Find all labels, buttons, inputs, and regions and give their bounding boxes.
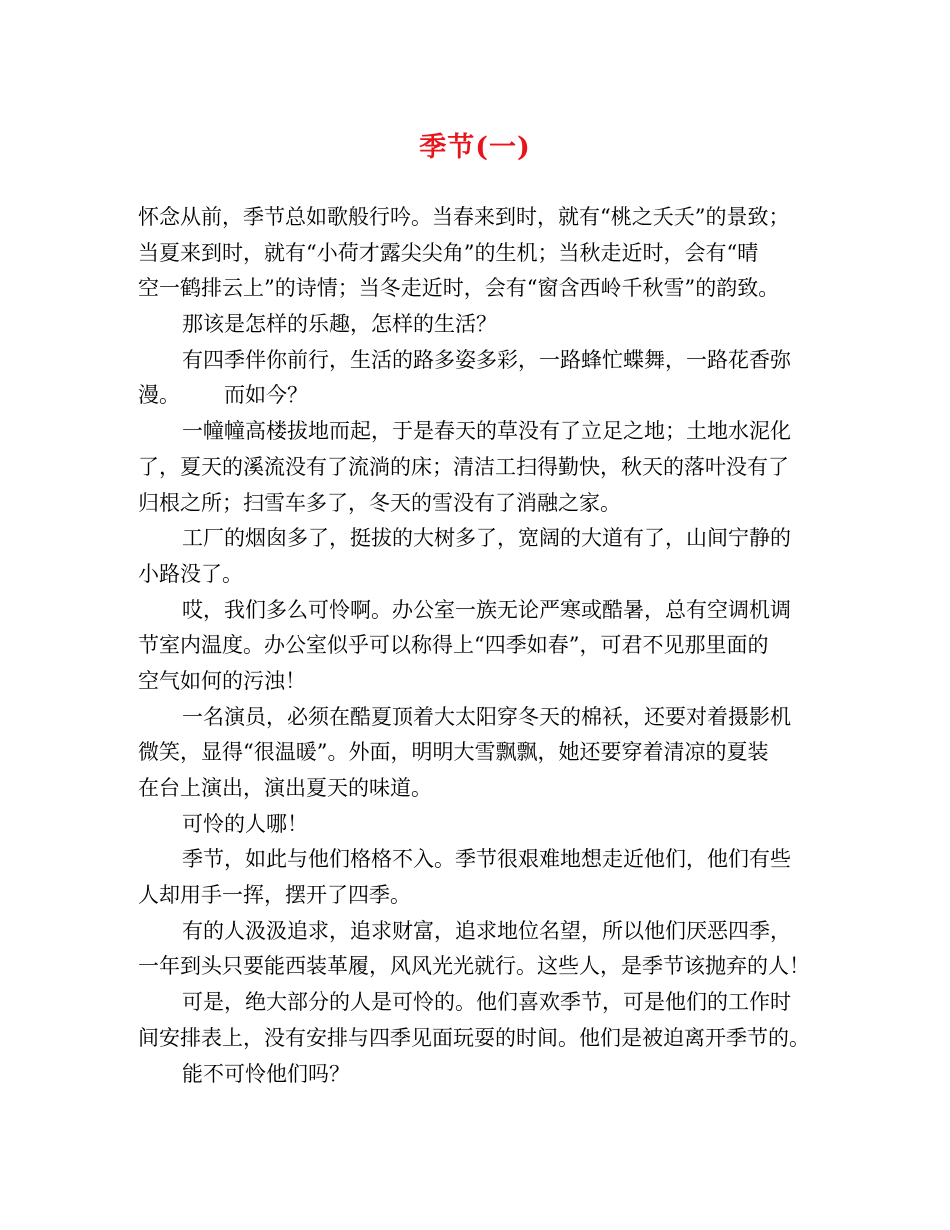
text-line-content: 有的人汲汲追求，追求财富，追求地位名望，所以他们厌恶四季， <box>182 918 791 943</box>
text-line-content: 一年到头只要能西装革履，风风光光就行。这些人，是季节该抛弃的人！ <box>138 954 810 979</box>
text-line <box>138 378 818 414</box>
text-line-content: 当夏来到时，就有“小荷才露尖尖角”的生机；当秋走近时，会有“晴 <box>138 240 759 265</box>
text-line-content: 可是，绝大部分的人是可怜的。他们喜欢季节，可是他们的工作时 <box>182 990 791 1015</box>
text-line-tail: 而如今？ <box>224 383 308 408</box>
text-line <box>138 307 818 343</box>
text-line <box>138 236 818 272</box>
text-line-content: 有四季伴你前行，生活的路多姿多彩，一路蜂忙蝶舞，一路花香弥 <box>182 347 791 372</box>
text-line-content: 小路没了。 <box>138 561 243 586</box>
text-line-content: 一名演员，必须在酷夏顶着大太阳穿冬天的棉袄，还要对着摄影机 <box>182 704 791 729</box>
text-line-content: 间安排表上，没有安排与四季见面玩耍的时间。他们是被迫离开季节的。 <box>138 1025 810 1050</box>
text-line-content: 节室内温度。办公室似乎可以称得上“四季如春”，可君不见那里面的 <box>138 633 769 658</box>
text-line <box>138 664 818 700</box>
text-line-content: 空一鹤排云上”的诗情；当冬走近时，会有“窗含西岭千秋雪”的韵致。 <box>138 276 780 301</box>
text-line <box>138 486 818 522</box>
text-line-content: 怀念从前，季节总如歌般行吟。当春来到时，就有“桃之夭夭”的景致； <box>138 205 790 229</box>
text-line-content: 那该是怎样的乐趣，怎样的生活？ <box>182 312 497 337</box>
text-line <box>138 628 818 664</box>
page-title: 季节(一) <box>419 132 531 163</box>
text-line <box>138 414 818 450</box>
text-line-content: 在台上演出，演出夏天的味道。 <box>138 776 432 800</box>
text-line <box>138 521 818 557</box>
text-line-content: 空气如何的污浊！ <box>138 668 306 693</box>
text-line-content: 工厂的烟囱多了，挺拔的大树多了，宽阔的大道有了，山间宁静的 <box>182 526 791 551</box>
text-line <box>138 985 818 1021</box>
text-line <box>138 1021 818 1057</box>
text-line <box>138 878 818 914</box>
text-line <box>138 807 818 843</box>
text-line-content: 了，夏天的溪流没有了流淌的床；清洁工扫得勤快，秋天的落叶没有了 <box>138 454 789 479</box>
text-line <box>138 343 818 379</box>
text-line <box>138 735 818 771</box>
text-line <box>138 914 818 950</box>
text-line <box>138 700 818 736</box>
text-line <box>138 771 818 807</box>
text-line-content: 漫。 <box>138 383 180 408</box>
text-line-content: 人却用手一挥，摆开了四季。 <box>138 883 411 908</box>
text-line-content: 归根之所；扫雪车多了，冬天的雪没有了消融之家。 <box>138 490 621 515</box>
text-line <box>138 593 818 629</box>
text-line <box>138 557 818 593</box>
text-line-content: 哎，我们多么可怜啊。办公室一族无论严寒或酷暑，总有空调机调 <box>182 597 791 622</box>
text-line-content: 能不可怜他们吗？ <box>182 1061 350 1086</box>
text-line <box>138 949 818 985</box>
text-line <box>138 200 818 236</box>
text-line <box>138 842 818 878</box>
text-line-content: 一幢幢高楼拔地而起，于是春天的草没有了立足之地；土地水泥化 <box>182 419 791 444</box>
text-line <box>138 450 818 486</box>
text-line-content: 可怜的人哪！ <box>182 811 308 836</box>
text-line-content: 季节，如此与他们格格不入。季节很艰难地想走近他们，他们有些 <box>182 847 791 872</box>
text-line-content: 微笑，显得“很温暖”。外面，明明大雪飘飘，她还要穿着清凉的夏装 <box>138 740 769 765</box>
article-body <box>138 200 818 1092</box>
text-line <box>138 271 818 307</box>
text-line <box>138 1057 818 1093</box>
